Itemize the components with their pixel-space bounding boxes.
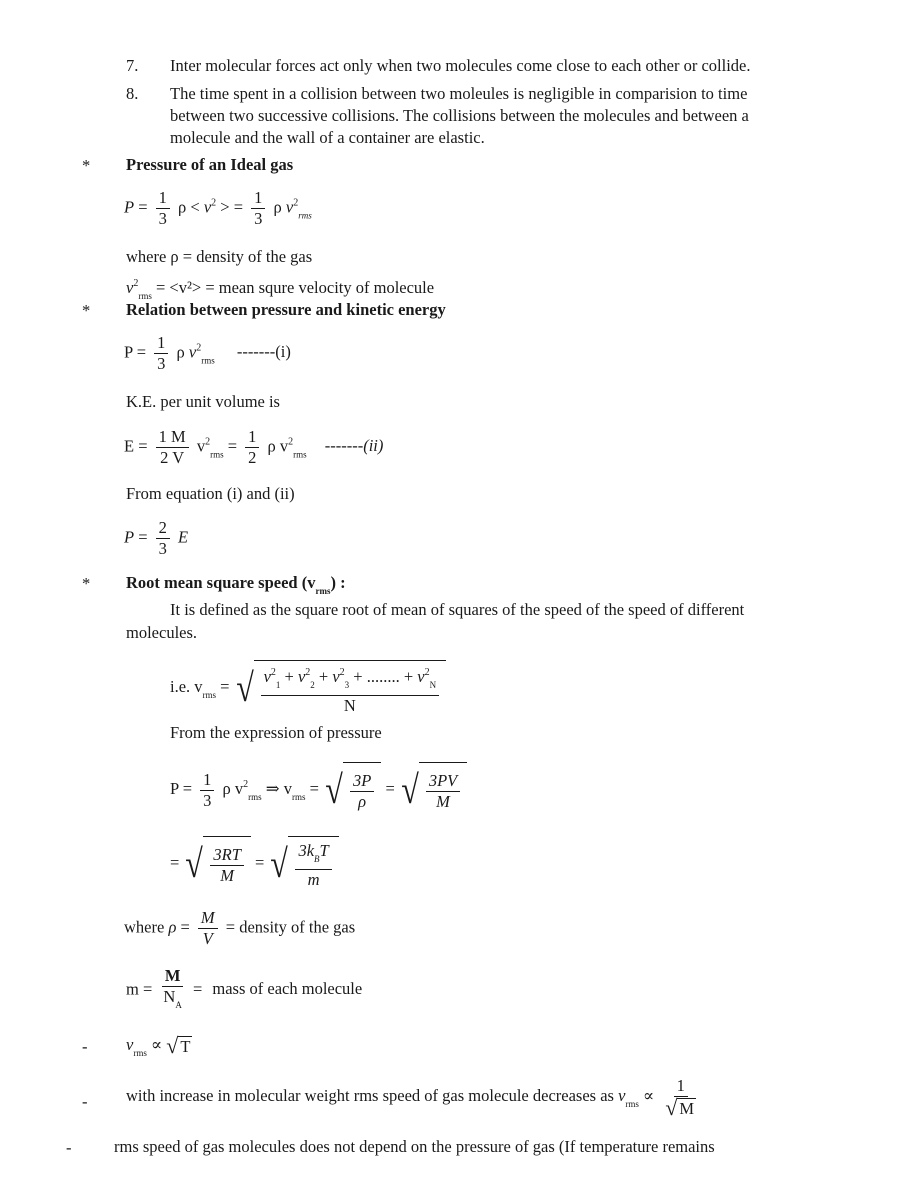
item-7-number: 7. <box>126 56 139 75</box>
bullet-3: * <box>82 574 91 593</box>
heading-pressure-kinetic-energy: Relation between pressure and kinetic energy <box>126 300 446 319</box>
note-pressure-independence: rms speed of gas molecules does not depend on the pressure of gas (If temperature remains <box>114 1137 715 1156</box>
equation-vrms-temperature: = √ $\frac{3RT}{M}$ = √ $\frac{3k_BT}{m}$ <box>170 836 339 892</box>
dash-3: - <box>66 1138 72 1157</box>
vrms-definition-line: $v^2_{rms} = <v^2>$ = mean squre velocity of molecule <box>126 278 435 301</box>
item-8-line-2: between two successive collisions. The collisions between the molecules and between a <box>170 106 749 125</box>
mass-definition: m = $\frac{M}{N_A}$ = mass of each molecule <box>126 966 363 1010</box>
equation-vrms-definition: i.e. $v_{rms}$ = √ $\frac{v^2_1 + v^2_2 + v^2_3 + ........ + v^2_N}{N}$ <box>170 660 446 716</box>
where-rho-line: where ρ = density of the gas <box>126 247 313 266</box>
item-7-text: Inter molecular forces act only when two molecules come close to each other or collide. <box>170 56 751 75</box>
note-molecular-weight: with increase in molecular weight rms speed of gas molecule decreases as $v_{rms}$ ∝ 1 √ M <box>126 1076 695 1121</box>
dash-2: - <box>82 1092 88 1111</box>
item-8-line-1: The time spent in a collision between two moleules is negligible in comparision to time <box>170 84 748 103</box>
equation-vrms-from-pressure: P = $\frac{1}{3}$ ρ $v^2_{rms}$ ⇒ $v_{rms}$ = √ $\frac{3P}{\rho}$ = √ $\frac{3PV}{M}$ <box>170 762 467 818</box>
bullet-2: * <box>82 301 91 320</box>
heading-rms-speed: Root mean square speed $(v_{rms})$ : <box>126 573 346 596</box>
rms-definition-line-2: molecules. <box>126 623 198 642</box>
heading-pressure-ideal-gas: Pressure of an Ideal gas <box>126 155 294 174</box>
ke-per-volume-text: K.E. per unit volume is <box>126 392 280 411</box>
equation-p-two-thirds-e: P = $\frac{2}{3}$ E <box>124 518 189 558</box>
equation-pressure-ideal: P = $\frac{1}{3}$ $\rho < v^2$ > = $\frac{1}{3}$ ρ $v^2_{rms}$ <box>124 188 312 228</box>
bullet-1: * <box>82 156 91 175</box>
dash-1: - <box>82 1037 88 1056</box>
equation-ii: E = $\frac{1 M}{2 V}$ $v^2_{rms}$ = $\frac{1}{2}$ ρ $v^2_{rms}$ -------(ii) <box>124 427 384 467</box>
equation-i: P = $\frac{1}{3}$ ρ $v^2_{rms}$ -------(i) <box>124 333 291 373</box>
item-8-line-3: molecule and the wall of a container are elastic. <box>170 128 485 147</box>
density-definition: where ρ = $\frac{M}{V}$ = density of the gas <box>124 908 356 948</box>
from-equation-text: From equation (i) and (ii) <box>126 484 295 503</box>
rms-definition-line-1: It is defined as the square root of mean of squares of the speed of the speed of different <box>170 600 745 619</box>
note-vrms-proportional-sqrt-t: $v_{rms}$ ∝ √ T <box>126 1033 191 1059</box>
from-pressure-expression: From the expression of pressure <box>170 723 382 742</box>
item-8-number: 8. <box>126 84 139 103</box>
